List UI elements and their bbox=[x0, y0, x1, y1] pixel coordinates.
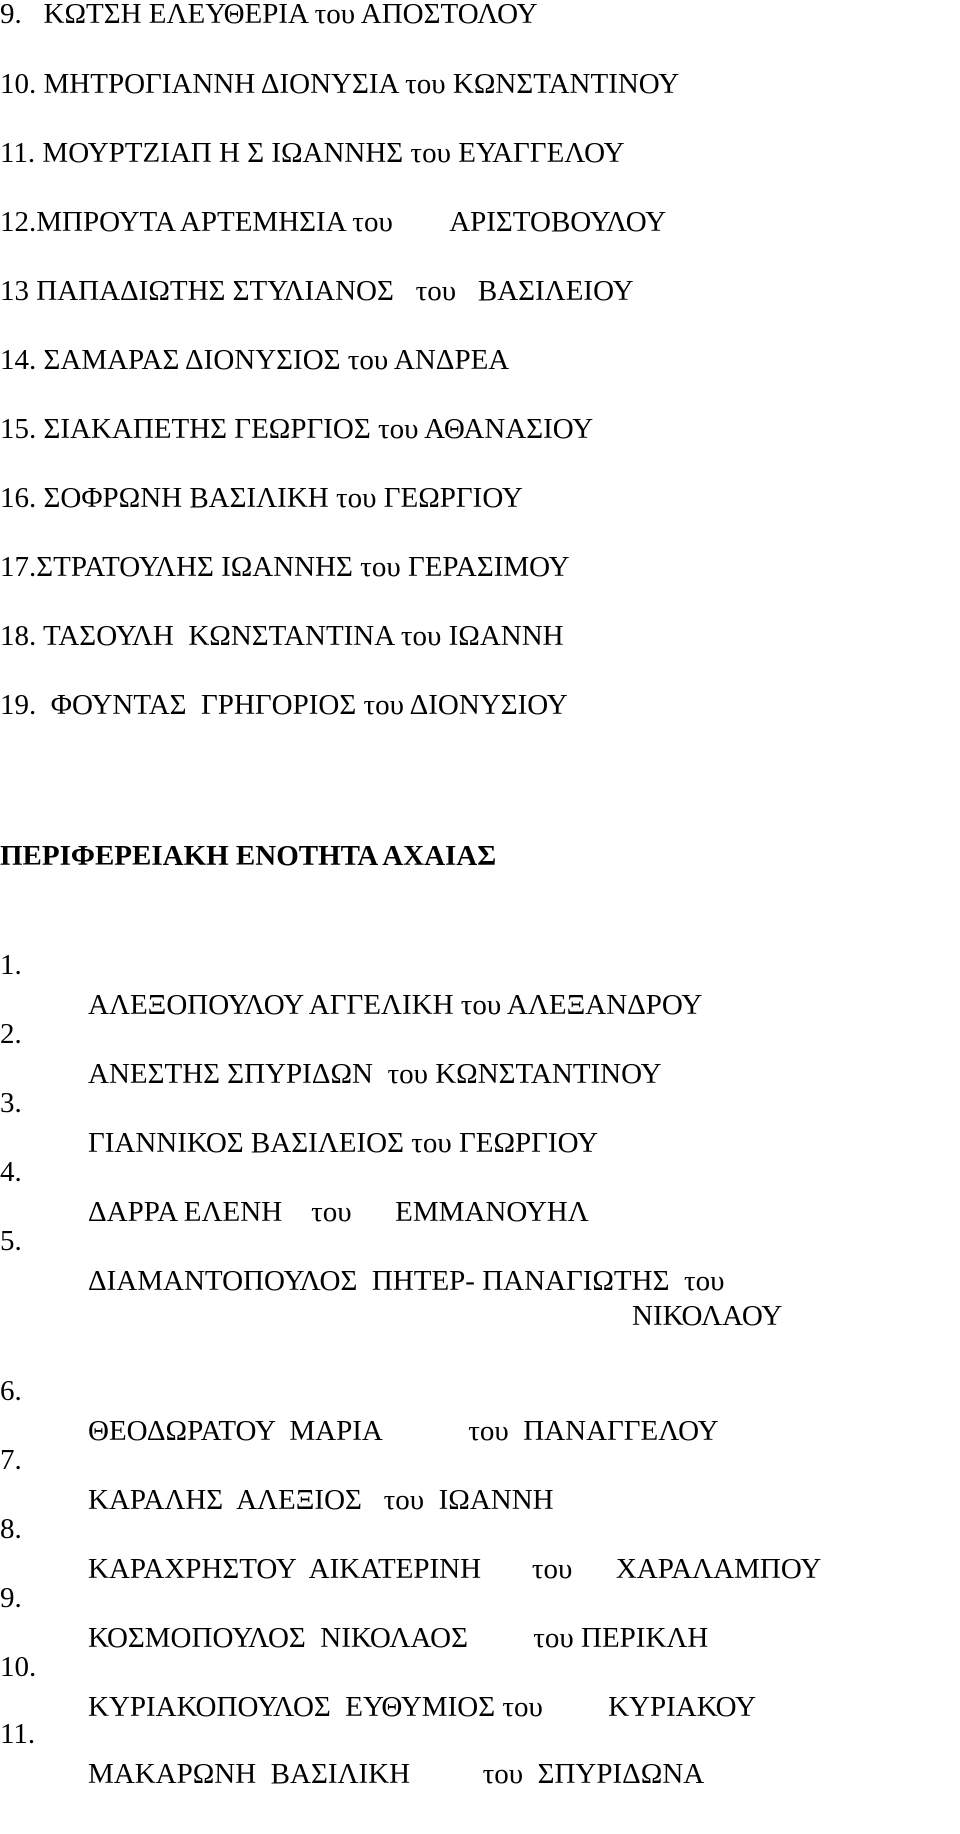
list-item bbox=[0, 905, 960, 1021]
list-item: 16. ΣΟΦΡΩΝΗ ΒΑΣΙΛΙΚΗ του ΓΕΩΡΓΙΟΥ bbox=[0, 482, 523, 514]
item-number: 4. bbox=[0, 1156, 22, 1188]
item-text-continuation: ΝΙΚΟΛΑΟΥ bbox=[632, 1300, 783, 1332]
item-number: 9. bbox=[0, 1582, 22, 1614]
list-item: 10. ΜΗΤΡΟΓΙΑΝΝΗ ΔΙΟΝΥΣΙΑ του ΚΩΝΣΤΑΝΤΙΝΟΥ bbox=[0, 68, 680, 100]
list-item bbox=[0, 974, 960, 1090]
item-number: 3. bbox=[0, 1087, 22, 1119]
list-item: 17.ΣΤΡΑΤΟΥΛΗΣ ΙΩΑΝΝΗΣ του ΓΕΡΑΣΙΜΟΥ bbox=[0, 551, 570, 583]
list-item bbox=[0, 1674, 960, 1790]
list-item bbox=[0, 1538, 960, 1654]
item-number: 7. bbox=[0, 1444, 22, 1476]
list-item bbox=[0, 1112, 960, 1228]
item-number: 8. bbox=[0, 1513, 22, 1545]
item-number: 11. bbox=[0, 1718, 36, 1750]
item-number: 6. bbox=[0, 1375, 22, 1407]
list-item bbox=[0, 1043, 960, 1159]
item-text: ΘΕΟΔΩΡΑΤΟΥ ΜΑΡΙΑ του ΠΑΝΑΓΓΕΛΟΥ bbox=[88, 1415, 719, 1447]
item-number: 10. bbox=[0, 1651, 37, 1683]
item-text: ΜΑΚΑΡΩΝΗ ΒΑΣΙΛΙΚΗ του ΣΠΥΡΙΔΩΝΑ bbox=[88, 1758, 705, 1790]
item-text: ΔΑΡΡΑ ΕΛΕΝΗ του ΕΜΜΑΝΟΥΗΛ bbox=[88, 1196, 589, 1228]
item-text: ΓΙΑΝΝΙΚΟΣ ΒΑΣΙΛΕΙΟΣ του ΓΕΩΡΓΙΟΥ bbox=[88, 1127, 599, 1159]
list-item bbox=[0, 1469, 960, 1585]
item-number: 2. bbox=[0, 1018, 22, 1050]
item-text: ΑΝΕΣΤΗΣ ΣΠΥΡΙΔΩΝ του ΚΩΝΣΤΑΝΤΙΝΟΥ bbox=[88, 1058, 662, 1090]
list-item: 11. ΜΟΥΡΤΖΙΑΠ Η Σ ΙΩΑΝΝΗΣ του ΕΥΑΓΓΕΛΟΥ bbox=[0, 137, 625, 169]
item-text: ΚΑΡΑΧΡΗΣΤΟΥ ΑΙΚΑΤΕΡΙΝΗ του ΧΑΡΑΛΑΜΠΟΥ bbox=[88, 1553, 822, 1585]
list-item bbox=[0, 1400, 960, 1516]
list-item bbox=[0, 1331, 960, 1447]
list-item: 12.ΜΠΡΟΥΤΑ ΑΡΤΕΜΗΣΙΑ του ΑΡΙΣΤΟΒΟΥΛΟΥ bbox=[0, 206, 667, 238]
list-item: 19. ΦΟΥΝΤΑΣ ΓΡΗΓΟΡΙΟΣ του ΔΙΟΝΥΣΙΟΥ bbox=[0, 689, 568, 721]
section-heading: ΠΕΡΙΦΕΡΕΙΑΚΗ ΕΝΟΤΗΤΑ ΑΧΑΙΑΣ bbox=[0, 840, 497, 872]
item-number: 1. bbox=[0, 949, 22, 981]
list-item: 14. ΣΑΜΑΡΑΣ ΔΙΟΝΥΣΙΟΣ του ΑΝΔΡΕΑ bbox=[0, 344, 510, 376]
list-item: 9. ΚΩΤΣΗ ΕΛΕΥΘΕΡΙΑ του ΑΠΟΣΤΟΛΟΥ bbox=[0, 0, 538, 30]
item-text: ΑΛΕΞΟΠΟΥΛΟΥ ΑΓΓΕΛΙΚΗ του ΑΛΕΞΑΝΔΡΟΥ bbox=[88, 989, 703, 1021]
list-item bbox=[0, 1181, 960, 1297]
item-text: ΔΙΑΜΑΝΤΟΠΟΥΛΟΣ ΠΗΤΕΡ- ΠΑΝΑΓΙΩΤΗΣ του bbox=[88, 1265, 725, 1297]
list-item bbox=[0, 1607, 960, 1723]
item-text: ΚΟΣΜΟΠΟΥΛΟΣ ΝΙΚΟΛΑΟΣ του ΠΕΡΙΚΛΗ bbox=[88, 1622, 709, 1654]
list-item: 15. ΣΙΑΚΑΠΕΤΗΣ ΓΕΩΡΓΙΟΣ του ΑΘΑΝΑΣΙΟΥ bbox=[0, 413, 594, 445]
list-item-continuation bbox=[0, 1256, 960, 1332]
list-item: 18. ΤΑΣΟΥΛΗ ΚΩΝΣΤΑΝΤΙΝΑ του ΙΩΑΝΝΗ bbox=[0, 620, 564, 652]
item-text: ΚΑΡΑΛΗΣ ΑΛΕΞΙΟΣ του ΙΩΑΝΝΗ bbox=[88, 1484, 554, 1516]
item-text: ΚΥΡΙΑΚΟΠΟΥΛΟΣ ΕΥΘΥΜΙΟΣ του ΚΥΡΙΑΚΟΥ bbox=[88, 1691, 757, 1723]
list-item: 13 ΠΑΠΑΔΙΩΤΗΣ ΣΤΥΛΙΑΝΟΣ του ΒΑΣΙΛΕΙΟΥ bbox=[0, 275, 634, 307]
item-number: 5. bbox=[0, 1225, 22, 1257]
